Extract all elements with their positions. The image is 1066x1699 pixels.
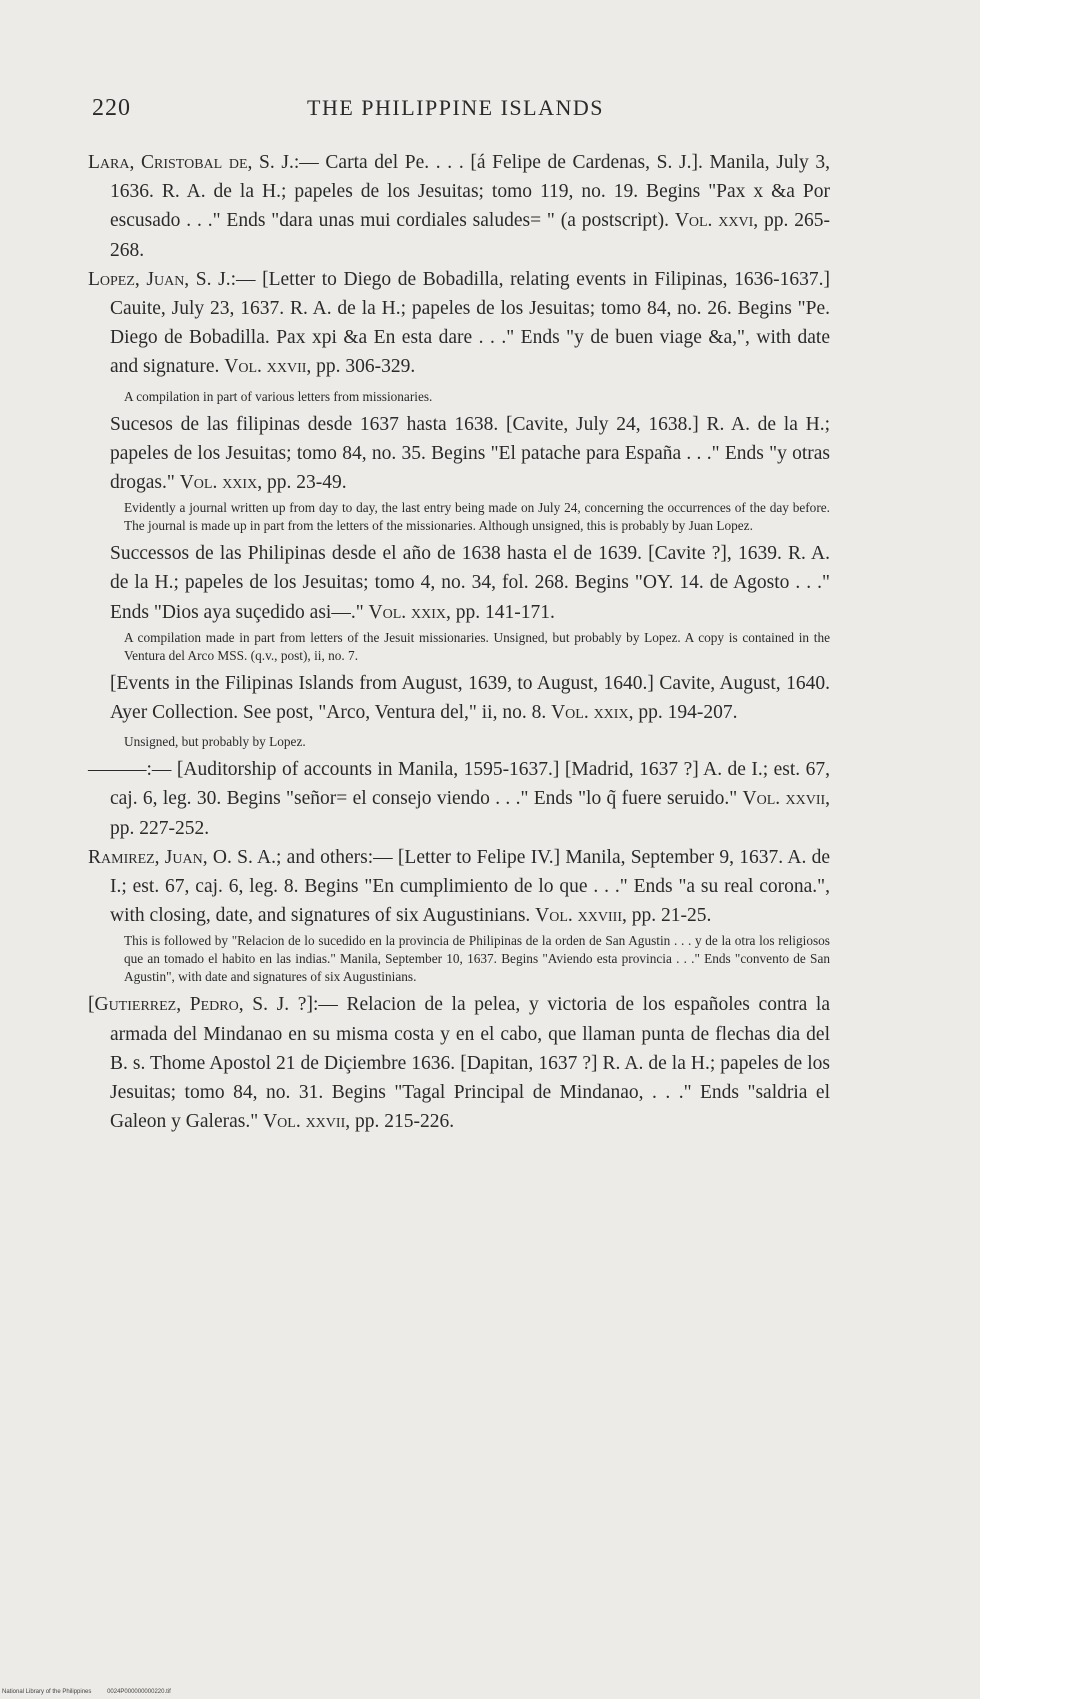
entry-note: Evidently a journal written up from day to day, the last entry being made on July 24, concerning the occurrences of the day before. The journal is made up in part from the letters of the missionaries. Although unsigned, this is probably by Juan Lopez. [124,500,830,534]
entry-text: O. S. A.; and others:— [Letter to Felipe IV.] Manila, September 9, 1637. A. de I.; est. 67, caj. 6, leg. 8. Begins "En cumplimiento de lo que . . ." Ends "a su real corona.", with closing, date, and signatures of six Augustinians. [110,846,831,927]
entry-text: :— [Auditorship of accounts in Manila, 1595-1637.] [Madrid, 1637 ?] A. de I.; est. 67, caj. 6, leg. 30. Begins "señor= el consejo viendo . . ." Ends "lo q̃ fuere seruido." [110,759,830,810]
entry-text: Successos de las Philipinas desde el año de 1638 hasta el de 1639. [Cavite ?], 1639. R. A. de la H.; papeles de los Jesuitas; tomo 4, no. 34, fol. 268. Begins "OY. 14. de Agosto . . ." Ends "Dios aya suçedido asi—." [110,543,830,623]
running-title: THE PHILIPPINE ISLANDS [307,95,604,120]
entry-volume: Vol. xxix, [368,601,451,623]
entry-volume: Vol. xxvii, [263,1111,351,1133]
entry-lopez [88,265,830,382]
entry-text: Sucesos de las filipinas desde 1637 hasta 1638. [Cavite, July 24, 1638.] R. A. de la H.; papeles de los Jesuitas; tomo 84, no. 35. Begins "El patache para España . . ." Ends "y otras drogas." [110,413,830,494]
entry-pages: pp. 306-329. [316,356,416,378]
entry-pages: pp. 141-171. [455,601,555,623]
entry-volume: Vol. xxix, [179,472,263,494]
entry-pages: pp. 227-252. [110,817,210,839]
entry-auditorship [88,755,830,843]
entry-volume: Vol. xxviii, [535,905,627,927]
entry-author: ——— [88,759,147,781]
entry-gutierrez [88,990,830,1136]
entry-note: This is followed by "Relacion de lo sucedido en la provincia de Philipinas de la orden de San Agustin . . . y de la otra los religiosos que an tomado el habito en las indias." Manila, September 10, 1637. Begins "Aviendo esta provincia . . ." Ends "convento de San Agustin", with date and signatures of six Augustinians. [124,933,830,985]
entry-note: A compilation in part of various letters from missionaries. [124,388,433,404]
bibliography-content [88,148,830,1136]
scan-footer [2,1689,185,1695]
entry-text: [Events in the Filipinas Islands from August, 1639, to August, 1640.] Cavite, August, 1640. Ayer Collection. See post, "Arco, Ventura del," ii, no. 8. [110,672,830,724]
entry-author: Ramirez, Juan, [88,846,208,868]
entry-ramirez [88,843,830,931]
page-number: 220 [92,95,131,121]
entry-pages: pp. 194-207. [638,702,738,724]
footer-file-id: 0024P000000000220.tif [107,1689,171,1695]
entry-text: S. J.:— Carta del Pe. . . . [á Felipe de Cardenas, S. J.]. Manila, July 3, 1636. R. A. de la H.; papeles de los Jesuitas; tomo 119, no. 19. Begins "Pax x &a Por escusado . . ." Ends "dara unas mui cordiales saludes= " (a postscript). [110,152,831,232]
sub-entry-sucesos-1637 [88,410,830,498]
entry-author: [Gutierrez, Pedro, [88,994,244,1016]
footer-institution: National Library of the Philippines [2,1689,92,1695]
entry-pages: pp. 215-226. [354,1111,455,1133]
entry-volume: Vol. xxvii, [742,788,831,810]
entry-text: S. J. ?]:— Relacion de la pelea, y victoria de los españoles contra la armada del Mindanao en su misma costa y en el cabo, que llaman punta de flechas dia del B. s. Thome Apostol 21 de Diçiembre 1636. [Dapitan, 1637 ?] R. A. de la H.; papeles de los Jesuitas; tomo 84, no. 31. Begins "Tagal Principal de Mindanao, . . ." Ends "saldria el Galeon y Galeras." [110,994,831,1133]
page-header [92,95,832,125]
entry-note: Unsigned, but probably by Lopez. [124,734,306,750]
scan-margin [980,0,1066,1699]
entry-note: A compilation made in part from letters of the Jesuit missionaries. Unsigned, but probably by Lopez. A copy is contained in the Ventura del Arco MSS. (q.v., post), ii, no. 7. [124,629,830,663]
entry-text: S. J.:— [Letter to Diego de Bobadilla, relating events in Filipinas, 1636-1637.] Cauite, July 23, 1637. R. A. de la H.; papeles de los Jesuitas; tomo 84, no. 26. Begins "Pe. Diego de Bobadilla. Pax xpi &a En esta dare . . ." Ends "y de buen viage &a,", with date and signature. [110,268,830,378]
entry-pages: pp. 265-268. [110,210,831,261]
sub-entry-events-1639 [88,669,830,727]
entry-volume: Vol. xxix, [551,702,634,724]
entry-volume: Vol. xxvii, [224,356,312,378]
entry-author: Lopez, Juan, [88,268,190,290]
entry-author: Lara, Cristobal de, [88,152,253,173]
sub-entry-successos-1638 [88,539,830,627]
entry-lara [88,148,830,265]
entry-pages: pp. 23-49. [266,472,347,494]
entry-volume: Vol. xxvi, [674,210,759,232]
entry-pages: pp. 21-25. [631,905,712,927]
